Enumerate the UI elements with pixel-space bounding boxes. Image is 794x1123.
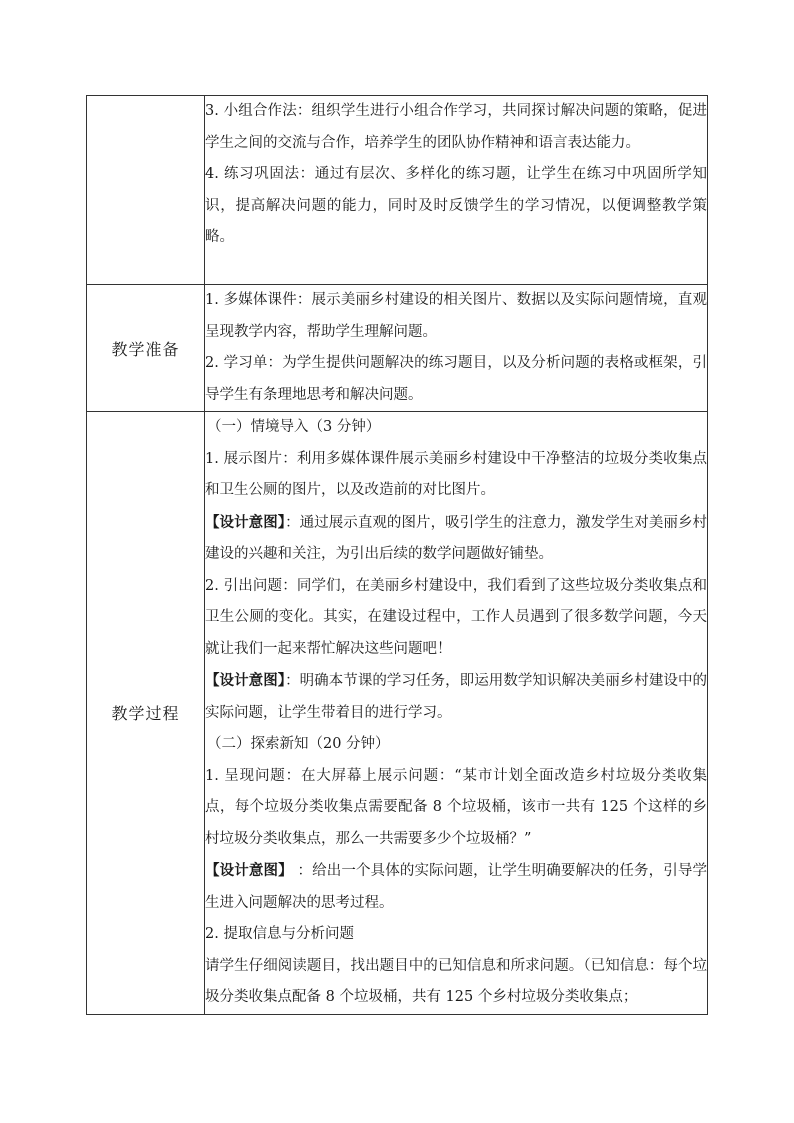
table-row-process xyxy=(87,412,708,1015)
row-label-preparation: 教学准备 xyxy=(87,285,205,412)
prep-multimedia: 1. 多媒体课件：展示美丽乡村建设的相关图片、数据以及实际问题情境，直观呈现教学内容，帮助学生理解问题。 xyxy=(205,292,707,340)
design-intent-text: ：明确本节课的学习任务，即运用数学知识解决美丽乡村建设中的实际问题，让学生带着目的进行学习。 xyxy=(205,673,708,721)
step-raise-question: 2. 引出问题：同学们，在美丽乡村建设中，我们看到了这些垃圾分类收集点和卫生公厕的变化。其实，在建设过程中，工作人员遇到了很多数学问题，今天就让我们一起来帮忙解决这些问题吧！ xyxy=(205,577,707,657)
prep-worksheet: 2. 学习单：为学生提供问题解决的练习题目，以及分析问题的表格或框架，引导学生有条理地思考和解决问题。 xyxy=(205,355,707,403)
process-cell xyxy=(205,412,708,1015)
step-extract-info: 2. 提取信息与分析问题 xyxy=(205,926,354,942)
step-read-problem: 请学生仔细阅读题目，找出题目中的已知信息和所求问题。（已知信息：每个垃圾分类收集点配备 8 个垃圾桶，共有 125 个乡村垃圾分类收集点； xyxy=(205,957,707,1005)
design-intent-tag: 【设计意图】 xyxy=(205,513,286,531)
design-intent-tag: 【设计意图】 xyxy=(205,672,286,689)
methods-cell xyxy=(205,96,708,285)
design-intent-3 xyxy=(205,855,707,919)
method-group-cooperation: 3. 小组合作法：组织学生进行小组合作学习，共同探讨解决问题的策略，促进学生之间的交流与合作，培养学生的团队协作精神和语言表达能力。 xyxy=(205,103,707,151)
section-heading-explore: （二）探索新知（20 分钟） xyxy=(207,736,390,752)
table-row-preparation xyxy=(87,285,708,412)
design-intent-2 xyxy=(205,665,707,729)
section-heading-intro: （一）情境导入（3 分钟） xyxy=(207,419,381,435)
design-intent-tag: 【设计意图】 xyxy=(205,862,293,879)
table-row-methods xyxy=(87,96,708,285)
row-label-empty xyxy=(87,96,205,285)
step-show-pictures: 1. 展示图片：利用多媒体课件展示美丽乡村建设中干净整洁的垃圾分类收集点和卫生公厕的图片，以及改造前的对比图片。 xyxy=(205,450,707,498)
lesson-plan-table xyxy=(86,95,708,1015)
preparation-cell xyxy=(205,285,708,412)
design-intent-text: ：通过展示直观的图片，吸引学生的注意力，激发学生对美丽乡村建设的兴趣和关注，为引出后续的数学问题做好铺垫。 xyxy=(205,514,708,562)
step-present-problem: 1. 呈现问题：在大屏幕上展示问题：“某市计划全面改造乡村垃圾分类收集点，每个垃圾分类收集点需要配备 8 个垃圾桶，该市一共有 125 个这样的乡村垃圾分类收集点，那么一共需要多少个垃圾桶？” xyxy=(205,767,707,847)
row-label-process: 教学过程 xyxy=(87,412,205,1015)
design-intent-text: ：给出一个具体的实际问题，让学生明确要解决的任务，引导学生进入问题解决的思考过程。 xyxy=(205,863,708,911)
method-practice-consolidation: 4. 练习巩固法：通过有层次、多样化的练习题，让学生在练习中巩固所学知识，提高解决问题的能力，同时及时反馈学生的学习情况，以便调整教学策略。 xyxy=(205,166,707,245)
design-intent-1 xyxy=(205,507,707,571)
